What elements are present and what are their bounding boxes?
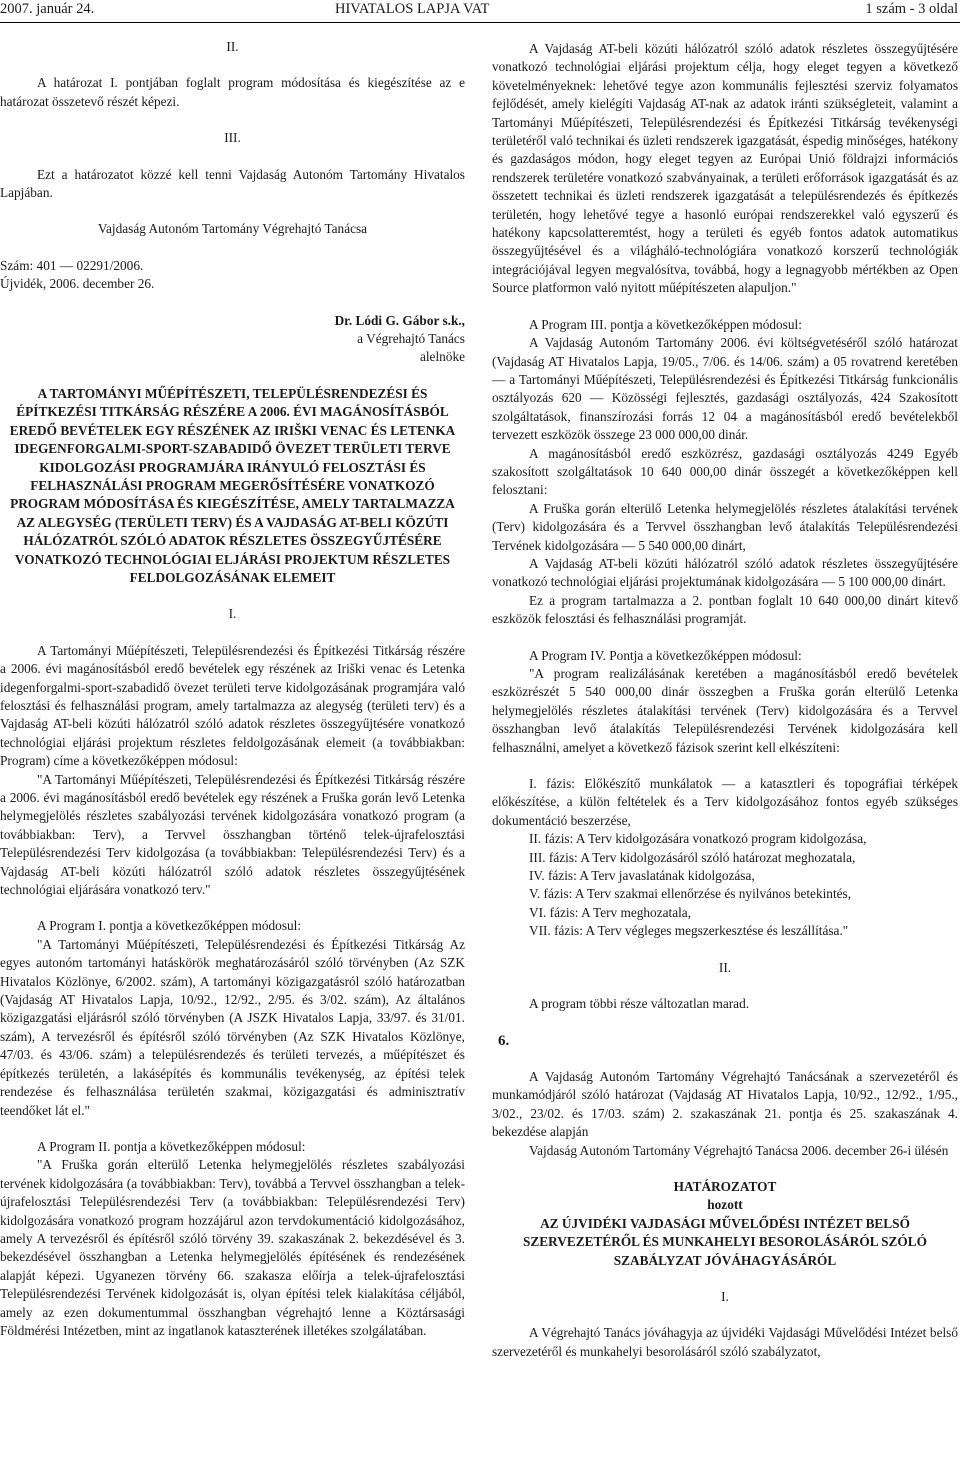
paragraph: Ez a program tartalmazza a 2. pontban foglalt 10 640 000,00 dinárt kitevő eszközök felosztási és felhasználási programját. [492,592,958,627]
paragraph: A Vajdaság AT-beli közúti hálózatról szóló adatok részletes összegyűjtésére vonatkozó technológiai eljárási projektumának kidolgozására — 5 100 000,00 dinárt. [492,555,958,590]
paragraph: Vajdaság Autonóm Tartomány Végrehajtó Tanácsa 2006. december 26-i ülésén [529,1142,949,1158]
paragraph: A program többi része változatlan marad. [529,996,750,1012]
document-number-six: 6. [498,1032,510,1049]
signatory-role: alelnöke [419,349,465,365]
right-column [492,40,958,1361]
decision-subheading: hozott [707,1197,743,1213]
paragraph: Ezt a határozatot közzé kell tenni Vajdaság Autonóm Tartomány Hivatalos Lapjában. [0,166,465,201]
paragraph: "A Tartományi Műépítészeti, Településrendezési és Építkezési Titkárság részére a 2006. évi magánosításból eredő bevételek egy részének a Fruška gorán levő Letenka helymegjelölés részletes szabályozási tervének kidolgozására vonatkozó program (a továbbiakban: Terv), a Tervvel összhangban történő telek-újrafelosztási Településrendezési Terv kidolgozása (a továbbiakban: Településrendezési Terv) és a Vajdaság AT-beli közúti hálózatról szóló adatok részletes összegyűjtésének technológiai eljárására vonatkozó terv." [0,771,465,898]
phase-item: V. fázis: A Terv szakmai ellenőrzése és nyilvános betekintés, [529,886,852,902]
left-column [0,38,465,1340]
issuing-council: Vajdaság Autonóm Tartomány Végrehajtó Tanácsa [97,221,368,237]
paragraph: A határozat I. pontjában foglalt program módosítása és kiegészítése az e határozat összetevő részét képezi. [0,75,465,109]
paragraph: "A Tartományi Műépítészeti, Településrendezési és Építkezési Titkárság Az egyes autonóm tartományi hatáskörök meghatározásáról szóló törvényben (Az SZK Hivatalos Közlönye, 6/2002. szám), A tartományi közigazgatásról szóló határozatban (Vajdaság AT Hivatalos Lapja, 10/92., 12/92., 2/95. és 3/02. szám), Az általános közigazgatási eljárásról szóló törvényben (A JSZK Hivatalos Lapja, 33/97. és 31/01. szám), A tervezésről és építésről szóló törvényben (Az SZK Hivatalos Közlönye, 47/03. és 43/06. szám) a településrendezés és területi tervezés, a műépítészet és építkezés területén, a lakásépítés és kommunális tevékenység, az építési telek rendezése és felhasználása területén szakmai, közigazgatási és adminisztratív teendőket lát el." [0,936,465,1118]
header-date: 2007. január 24. [0,1,95,17]
page-header [0,0,960,20]
paragraph: A magánosításból eredő eszközrész, gazdasági osztályozás 4249 Egyéb szakosított szolgáltatások 10 640 000,00 dinár összegét a következőképpen kell felosztani: [492,445,958,498]
section-heading: I. [721,1288,729,1304]
phase-item: II. fázis: A Terv kidolgozására vonatkozó program kidolgozása, [529,831,867,847]
paragraph: A Vajdaság AT-beli közúti hálózatról szóló adatok részletes összegyűjtésére vonatkozó technológiai eljárási projektum célja, hogy eleget tegyen a következő követelményeknek: lehetővé tegye azon kommunális fejlesztési szerviz folyamatos fejlődését, amely kielégíti Vajdaság AT-nak az adatok iránti szükségleteit, valamint a Tartományi Műépítészeti, Településrendezési és Építkezési Titkárság tevékenységi területéről való technikai és üzleti rendszerek igazgatását, éspedig minőséges, hatékony és gazdaságos módon, hogy eleget tegyen az Európai Unió földrajzi információs rendszerek területére vonatkozó szabványainak, a területi erőforrások igazgatását és az összetett technikai és üzleti rendszerek igazgatását a településrendezés és építkezés területén, hogy lehetővé tegye a hasonló európai rendszerekkel való egyszerű és hatékony kapcsolatteremtést, hogy a területi és egyéb fontos adatok automatikus összegyűjtésével és a világháló-technológiára vonatkozó korszerű technológiák integrációjával legyen megvalósítva, továbbá, hogy a legnagyobb mértékben az Open Source platformon való nyitott műépítészeten alapuljon." [492,41,958,296]
decision-heading: HATÁROZATOT [673,1178,777,1194]
section-heading: III. [224,130,241,146]
document-number: Szám: 401 — 02291/2006. [0,257,144,273]
paragraph: A Fruška gorán elterülő Letenka helymegjelölés részletes átalakítási tervének (Terv) kidolgozására és a Tervvel összhangban levő átalakítás Településrendezési Tervének kidolgozására — 5 540 000,00 dinárt, [492,500,958,553]
header-rule [0,22,960,23]
header-page: 1 szám - 3 oldal [865,1,958,17]
document-title: A TARTOMÁNYI MŰÉPÍTÉSZETI, TELEPÜLÉSRENDEZÉSI ÉS ÉPÍTKEZÉSI TITKÁRSÁG RÉSZÉRE A 2006. ÉVI MAGÁNOSÍTÁSBÓL EREDŐ BEVÉTELEK EGY RÉSZÉNEK AZ IRIŠKI VENAC ÉS LETENKA IDEGENFORGALMI-SPORT-SZABADIDŐ ÖVEZET TERÜLETI TERVE KIDOLGOZÁSI PROGRAMJÁRA IRÁNYULÓ FELOSZTÁSI ÉS FELHASZNÁLÁSI PROGRAM MEGERŐSÍTÉSÉRE VONATKOZÓ PROGRAM MÓDOSÍTÁSA ÉS KIEGÉSZÍTÉSE, AMELY TARTALMAZZA AZ ALEGYSÉG (TERÜLETI TERV) ÉS A VAJDASÁG AT-BELI KÖZÚTI HÁLÓZATRÓL SZÓLÓ ADATOK RÉSZLETES ÖSSZEGYŰJTÉSÉRE VONATKOZÓ TECHNOLÓGIAI ELJÁRÁSI PROJEKTUM RÉSZLETES FELDOLGOZÁSÁNAK ELEMEIT [9,385,456,585]
phase-item: IV. fázis: A Terv javaslatának kidolgozása, [529,868,755,884]
paragraph: A Program II. pontja a következőképpen módosul: [37,1138,306,1154]
place-date: Újvidék, 2006. december 26. [0,276,155,292]
paragraph: A Program III. pontja a következőképpen módosul: [529,316,802,332]
paragraph: "A program realizálásának keretében a magánosításból eredő bevételek eszközrészét 5 540 000,00 dinár összegben a Fruška gorán elterülő Letenka helymegjelölés részletes átalakítási tervének (Terv) kidolgozására és a Tervvel összhangban levő átalakítás Településrendezési Tervének kidolgozására kell felhasználni, amelyet a következő fázisok szerint kell elkészíteni: [492,666,958,755]
phase-item: I. fázis: Előkészítő munkálatok — a katasztleri és topográfiai térképek előkészítése, a külön feltételek és a Terv kidolgozásához fontos egyéb szükséges dokumentáció beszerzése, [492,776,958,828]
section-heading: II. [718,959,732,975]
document-title: AZ ÚJVIDÉKI VAJDASÁGI MŰVELŐDÉSI INTÉZET BELSŐ SZERVEZETÉRŐL ÉS MUNKAHELYI BESOROLÁSÁRÓL SZÓLÓ SZABÁLYZAT JÓVÁHAGYÁSÁRÓL [523,1215,927,1268]
paragraph: A Program IV. Pontja a következőképpen módosul: [529,647,802,663]
header-title: HIVATALOS LAPJA VAT [335,1,490,17]
phase-item: VII. fázis: A Terv végleges megszerkesztése és leszállítása." [529,923,849,939]
paragraph: A Program I. pontja a következőképpen módosul: [37,918,302,934]
signatory-name: Dr. Lódi G. Gábor s.k., [334,312,465,328]
paragraph: A Vajdaság Autonóm Tartomány 2006. évi költségvetéséről szóló határozat (Vajdaság AT Hivatalos Lapja, 19/05., 7/06. és 14/06. szám) a 05 rovatrend keretében — a Tartományi Műépítészeti, Településrendezési és Építkezési Titkárság funkcionális osztályozás 620 — Közösségi fejlesztés, gazdasági osztályozás, 424 Szakosított szolgáltatások, finanszírozási forrás 12 04 a magánosításból eredő bevételekből tervezett eszközök összege 23 000 000,00 dinár. [492,335,958,443]
signatory-role: a Végrehajtó Tanács [357,331,465,347]
paragraph: A Vajdaság Autonóm Tartomány Végrehajtó Tanácsának a szervezetéről és munkamódjáról szóló határozat (Vajdaság AT Hivatalos Lapja, 10/92., 12/92., 1/95., 3/02., 23/02. és 17/03. szám) 2. szakaszának 21. pontja és 25. szakaszának 4. bekezdése alapján [492,1068,958,1140]
section-heading: I. [228,606,237,622]
paragraph: A Tartományi Műépítészeti, Településrendezési és Építkezési Titkárság részére a 2006. évi magánosításból eredő bevételek egy részének az Iriški venac és Letenka idegenforgalmi-sport-szabadidő övezet területi terve kidolgozásának programjára való felosztási és felhasználási program, amely tartalmazza az alegység (területi terv) és a Vajdaság AT-beli közúti hálózatról szóló adatok részletes összegyűjtésére vonatkozó technológiai eljárási projektum részletes feldolgozásának elemeit (a továbbiakban: Program) címe a következőképpen módosul: [0,642,465,769]
paragraph: "A Fruška gorán elterülő Letenka helymegjelölés részletes szabályozási tervének kidolgozására (a továbbiakban: Terv), továbbá a Tervvel összhangban a telek-újrafelosztási Településrendezési Terv (a továbbiakban: Településrendezési Terv) kidolgozására vonatkozó program hozzájárul azon tervdokumentáció kidolgozásához, amely A tervezésről és építésről szóló törvény 39. szakaszának 2. bekezdésével és 3. bekezdésével összhangban a Letenka helymegjelölés építésének és rendezésének alapját képezi. Ugyanezen törvény 66. szakasza előírja a telek-újrafelosztási Településrendezési Tervének kidolgozását is, olyan építési telek kialakítása céljából, amely az ezen dokumentummal összhangban végrehajtó lenne a Köztársasági Földmérési Intézetben, mint az ingatlanok kataszterének illetékes szolgálatában. [0,1157,465,1338]
phase-item: III. fázis: A Terv kidolgozásáról szóló határozat meghozatala, [529,849,856,865]
paragraph: A Végrehajtó Tanács jóváhagyja az újvidéki Vajdasági Művelődési Intézet belső szervezetéről és munkahelyi besorolásáról szóló szabályzatot, [492,1325,958,1359]
phase-item: VI. fázis: A Terv meghozatala, [529,904,692,920]
section-heading: II. [226,39,239,54]
